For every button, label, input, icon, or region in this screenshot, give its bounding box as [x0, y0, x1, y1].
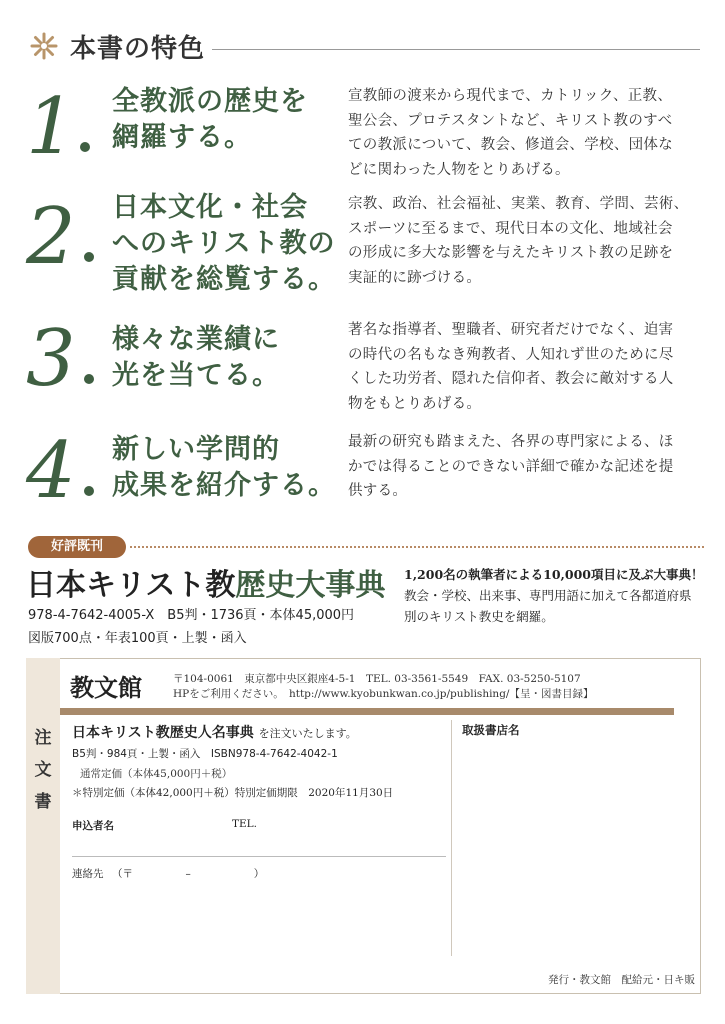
book-title: 日本キリスト教歴史大事典 [26, 568, 386, 603]
store-name-field[interactable]: 取扱書店名 [462, 723, 520, 737]
section-title: 本書の特色 [70, 34, 206, 64]
contact-field[interactable]: 連絡先 [72, 868, 104, 880]
new-release-badge: 好評既刊 [28, 536, 126, 558]
book-meta-extra: 図版700点・年表100頁・上製・函入 [28, 631, 247, 646]
feature-dot-2 [84, 252, 94, 262]
feature-number-2: 2 [26, 192, 76, 282]
postal-code-field[interactable]: （〒 – ） [112, 868, 265, 880]
header-rule [212, 49, 700, 50]
feature-dot-4 [84, 486, 94, 496]
asterisk-flower-icon [30, 32, 58, 60]
dotted-rule [130, 546, 704, 548]
publisher-website: HPをご利用ください。 http://www.kyobunkwan.co.jp/publishing/【呈・図書目録】 [173, 688, 594, 700]
book-meta: 978-4-7642-4005-X B5判・1736頁・本体45,000円 [28, 608, 355, 623]
publisher-footer: 発行・教文館 配給元・日キ販 [548, 974, 695, 986]
field-rule [72, 856, 446, 857]
feature-desc-4: 最新の研究も踏まえた、各界の専門家による、ほ かでは得ることのできない詳細で確かな記述を提 供する。 [348, 434, 674, 499]
book-description: 1,200名の執筆者による10,000項目に及ぶ大事典！ 教会・学校、出来事、専門用語に加えて各都道府県 別のキリスト教史を網羅。 [404, 567, 704, 624]
feature-dot-1 [80, 142, 90, 152]
applicant-name-field[interactable]: 申込者名 [72, 820, 114, 832]
feature-desc-1: 宣教師の渡来から現代まで、カトリック、正教、 聖公会、プロテスタントなど、キリスト教のすべ ての教派について、教会、修道会、学校、団体な どに関わった人物をとりあげる。 [348, 88, 674, 178]
feature-title-4: 新しい学問的 成果を紹介する。 [112, 434, 336, 501]
order-form-label: 注 文 書 [34, 728, 52, 812]
feature-number-3: 3 [26, 314, 76, 404]
tel-field[interactable]: TEL. [232, 818, 257, 830]
order-book-title: 日本キリスト教歴史人名事典 を注文いたします。 [72, 725, 357, 741]
publisher-name: 教文館 [70, 673, 142, 702]
feature-desc-2: 宗教、政治、社会福祉、実業、教育、学問、芸術、 スポーツに至るまで、現代日本の文化、地域社会 の形成に多大な影響を与えたキリスト教の足跡を 実証的に跡づける。 [348, 196, 689, 286]
form-column-divider [451, 720, 452, 956]
order-form-sidebar [26, 658, 60, 994]
feature-number-4: 4 [26, 426, 76, 516]
feature-title-1: 全教派の歴史を 網羅する。 [112, 86, 308, 153]
publisher-address: 〒104-0061 東京都中央区銀座4-5-1 TEL. 03-3561-5549 FAX. 03-5250-5107 [173, 673, 581, 685]
feature-title-3: 様々な業績に 光を当てる。 [112, 324, 280, 391]
order-regular-price: 通常定価（本体45,000円＋税） [80, 768, 233, 780]
feature-dot-3 [84, 374, 94, 384]
order-special-price: ＊特別定価（本体42,000円＋税）特別定価期限 2020年11月30日 [72, 787, 394, 799]
feature-desc-3: 著名な指導者、聖職者、研究者だけでなく、迫害 の時代の名もなき殉教者、人知れず世のために尽 くした功労者、隠れた信仰者、教会に敵対する人 物をもとりあげる。 [348, 322, 674, 412]
feature-number-1: 1 [26, 82, 76, 172]
feature-title-2: 日本文化・社会 へのキリスト教の 貢献を総覧する。 [112, 192, 336, 295]
form-divider-bar [60, 708, 674, 715]
order-book-specs: B5判・984頁・上製・函入 ISBN978-4-7642-4042-1 [72, 748, 338, 760]
